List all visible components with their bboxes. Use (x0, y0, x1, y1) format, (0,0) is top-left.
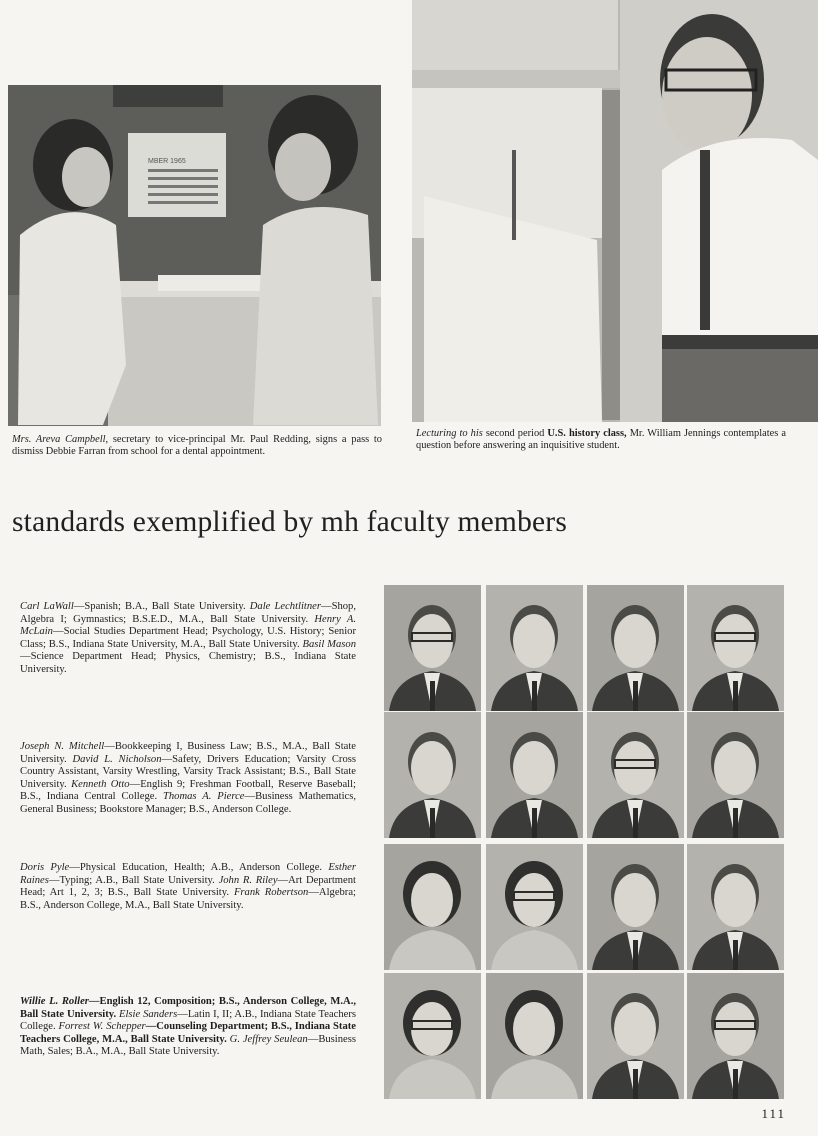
faculty-portrait (486, 844, 583, 970)
faculty-portrait (687, 712, 784, 838)
jennings-caption-class: U.S. history class, (547, 428, 627, 439)
bio-block-1 (20, 601, 356, 677)
jennings-photo (412, 0, 818, 422)
campbell-caption: Mrs. Areva Campbell, secretary to vice-principal Mr. Paul Redding, signs a pass to dismiss Debbie Farran from school for a dental appointment. (12, 434, 382, 457)
bio-name: David L. Nicholson (72, 753, 162, 765)
faculty-portrait (384, 973, 481, 1099)
bio-text: —Spanish; B.A., Ball State University. (73, 601, 246, 612)
bio-name: Elsie Sanders (119, 1008, 178, 1020)
bio-name: John R. Riley (218, 874, 278, 886)
bio-text: —Social Studies Department Head; Psychology, U.S. History; Senior Class; B.S., Indiana State University, M.A., Ball State University. (20, 626, 356, 650)
bio-name: Kenneth Otto (71, 778, 130, 790)
bio-text: —English 9; Freshman Football, Reserve Baseball; B.S., Indiana Central College. (20, 778, 357, 803)
bio-name: Willie L. Roller (20, 996, 89, 1007)
bio-name: Doris Pyle (20, 862, 70, 873)
bio-name: Frank Robertson (233, 887, 309, 899)
faculty-portrait (687, 844, 784, 970)
bio-name: Basil Mason (302, 638, 356, 650)
bio-text: —Algebra; B.S., Anderson College, M.A., Ball State University. (20, 887, 356, 911)
bio-text: —Safety, Drivers Education; Varsity Cross Country Assistant, Varsity Wrestling, Varsity Track Assistant; B.S., Ball State University. (20, 753, 356, 790)
bio-name: Esther Raines (20, 862, 356, 886)
bio-name: Henry A. McLain (20, 613, 357, 638)
faculty-portrait (384, 712, 481, 838)
faculty-portrait (687, 585, 784, 711)
campbell-caption-text: secretary to vice-principal Mr. Paul Redding, signs a pass to dismiss Debbie Farran from school for a dental appointment. (12, 434, 382, 457)
bio-text: —Counseling Department; B.S., Indiana State Teachers College, M.A., Ball State University. (20, 1021, 356, 1045)
page-heading: standards exemplified by mh faculty members (12, 506, 568, 538)
faculty-portrait (587, 585, 684, 711)
faculty-portrait (486, 712, 583, 838)
bio-block-4 (20, 996, 356, 1059)
bio-name: G. Jeffrey Seulean (229, 1033, 308, 1045)
calendar-text: MBER 1965 (148, 158, 186, 165)
bio-text: —Bookkeeping I, Business Law; B.S., M.A., Ball State University. (20, 741, 356, 765)
bio-text: —Art Department Head; Art 1, 2, 3; B.S., Ball State University. (20, 874, 356, 899)
jennings-photo-art (412, 0, 818, 422)
bio-text: —Business Math, Sales; B.A., M.A., Ball State University. (20, 1033, 356, 1058)
bio-block-3 (20, 862, 356, 912)
jennings-caption-lead: Lecturing to his (416, 428, 483, 439)
faculty-portrait (587, 712, 684, 838)
bio-name: Joseph N. Mitchell (20, 741, 105, 752)
bio-text: —Latin I, II; A.B., Indiana State Teachers College. (20, 1008, 357, 1033)
bio-name: Forrest W. Schepper (58, 1021, 146, 1033)
bio-text: —English 12, Composition; B.S., Anderson College, M.A., Ball State University. (20, 996, 356, 1020)
bio-text: —Physical Education, Health; A.B., Anderson College. (69, 862, 323, 873)
faculty-portrait (587, 844, 684, 970)
faculty-portrait (687, 973, 784, 1099)
bio-text: —Shop, Algebra I; Gymnastics; B.S.E.D., M.A., Ball State University. (20, 601, 356, 625)
bio-name: Dale Lechtlitner (249, 601, 321, 612)
bio-text: —Typing; A.B., Ball State University. (48, 874, 215, 886)
bio-name: Thomas A. Pierce (162, 791, 245, 803)
campbell-photo-art (8, 85, 381, 426)
faculty-portrait (587, 973, 684, 1099)
bio-block-2 (20, 741, 356, 817)
bio-text: —Science Department Head; Physics, Chemistry; B.S., Indiana State University. (20, 651, 356, 675)
page-number: 111 (761, 1106, 786, 1121)
faculty-portrait (486, 585, 583, 711)
campbell-caption-name: Mrs. Areva Campbell (12, 434, 106, 445)
jennings-caption-rest: Mr. William Jennings contemplates a question before answering an inquisitive student. (416, 428, 786, 451)
jennings-caption (416, 428, 786, 452)
campbell-photo (8, 85, 381, 426)
faculty-portrait (384, 585, 481, 711)
faculty-portrait (486, 973, 583, 1099)
faculty-portrait (384, 844, 481, 970)
bio-name: Carl LaWall (20, 601, 74, 612)
jennings-caption-mid: second period (485, 428, 545, 439)
bio-text: —Business Mathematics, General Business; Bookstore Manager; B.S., Anderson College. (20, 791, 356, 815)
